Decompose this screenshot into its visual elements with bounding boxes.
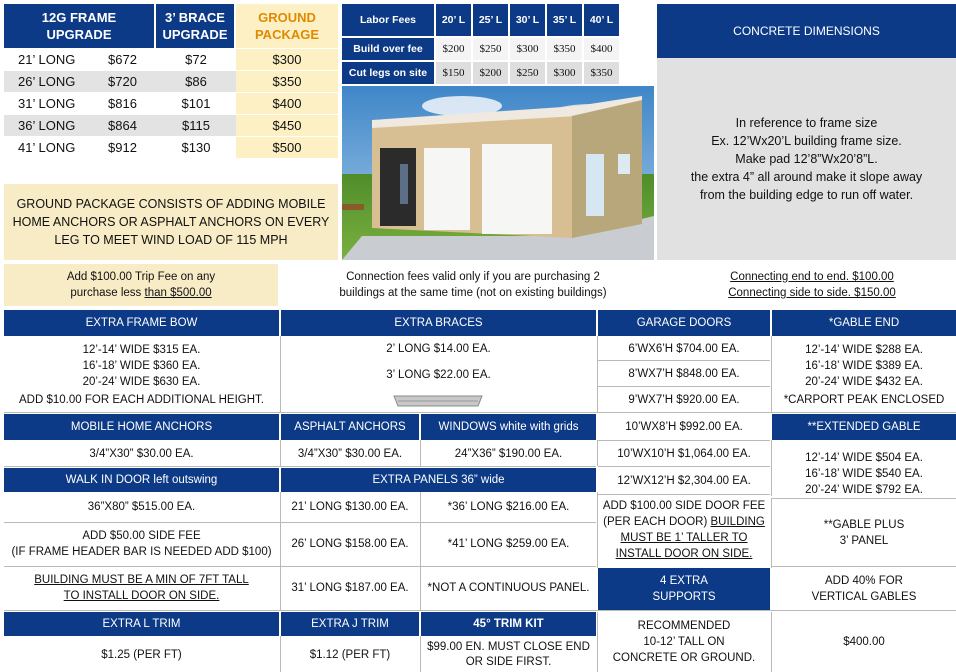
walk-in-door-header: WALK IN DOOR left outswing: [4, 468, 279, 492]
frame-upgrade-price: $720: [108, 74, 137, 89]
labor-fee-value: $200: [473, 62, 508, 84]
walk-in-door-price: 36”X80” $515.00 EA.: [87, 500, 196, 513]
panel-36-price: *36’ LONG $216.00 EA.: [447, 500, 570, 513]
cut-legs-label: Cut legs on site: [342, 62, 434, 84]
grid-line: [598, 412, 770, 413]
ground-package-price: $500: [272, 140, 302, 155]
grid-line: [4, 522, 596, 523]
extra-frame-bow-header: EXTRA FRAME BOW: [4, 310, 279, 336]
trip-fee-note: Add $100.00 Trip Fee on any purchase less than $500.00: [4, 264, 278, 306]
price-row: [4, 93, 338, 114]
mobile-home-anchor-price: 3/4”X30” $30.00 EA.: [89, 447, 194, 460]
connection-fee-note: Connection fees valid only if you are purchasing 2 buildings at the same time (not on existing buildings): [339, 271, 607, 299]
l-trim-price: $1.25 (PER FT): [101, 648, 182, 661]
labor-fees-header: Labor Fees: [342, 4, 434, 36]
mobile-home-anchors-header: MOBILE HOME ANCHORS: [4, 414, 279, 440]
concrete-dimensions-header: CONCRETE DIMENSIONS: [657, 4, 956, 58]
panel-41-price: *41’ LONG $259.00 EA.: [447, 537, 570, 550]
walk-in-requirement: BUILDING MUST BE A MIN OF 7FT TALL TO INSTALL DOOR ON SIDE.: [34, 574, 249, 602]
asphalt-anchor-price: 3/4”X30” $30.00 EA.: [297, 447, 403, 460]
grid-line: [597, 612, 598, 672]
labor-length-header: 20’ L: [436, 4, 471, 36]
labor-length-header: 30’ L: [510, 4, 545, 36]
grid-line: [771, 612, 772, 672]
grid-line: [420, 636, 421, 672]
labor-fee-value: $350: [547, 38, 582, 60]
concrete-dimensions-text: In reference to frame size Ex. 12’Wx20’L building frame size. Make pad 12’8”Wx20’8”L. the extra 4” all around make it slope away from the building edge to run off water.: [657, 58, 956, 260]
grid-line: [772, 566, 956, 567]
brace-2ft-price: 2’ LONG $14.00 EA.: [386, 342, 491, 355]
grid-line: [598, 360, 770, 361]
ground-package-header: GROUND PACKAGE: [236, 4, 338, 48]
labor-fee-value: $250: [473, 38, 508, 60]
grid-line: [4, 610, 956, 611]
length-label: 21’ LONG: [18, 52, 76, 67]
grid-line: [4, 466, 596, 467]
labor-length-header: 25’ L: [473, 4, 508, 36]
labor-fee-value: $150: [436, 62, 471, 84]
labor-fee-value: $350: [584, 62, 619, 84]
brace-upgrade-header: 3’ BRACE UPGRADE: [156, 4, 234, 48]
panel-continuous-note: *NOT A CONTINUOUS PANEL.: [427, 581, 590, 594]
building-photo: [342, 86, 654, 260]
brace-upgrade-price: $101: [181, 96, 211, 111]
windows-header: WINDOWS white with grids: [421, 414, 596, 440]
length-label: 26’ LONG: [18, 74, 76, 89]
extra-supports-header: 4 EXTRA SUPPORTS: [598, 568, 770, 610]
garage-door-price: 6’WX6’H $704.00 EA.: [628, 342, 740, 355]
gable-end-header: *GABLE END: [772, 310, 956, 336]
grid-line: [597, 336, 598, 412]
trim-kit-price: $99.00 EN. MUST CLOSE END OR SIDE FIRST.: [427, 641, 590, 668]
brace-upgrade-price: $86: [185, 74, 207, 89]
length-label: 31’ LONG: [18, 96, 76, 111]
grid-line: [280, 440, 281, 466]
grid-line: [280, 492, 281, 610]
supports-recommendation: RECOMMENDED 10-12’ TALL ON CONCRETE OR GROUND.: [612, 620, 756, 664]
frame-upgrade-price: $672: [108, 52, 137, 67]
grid-line: [597, 492, 598, 568]
extra-panels-header: EXTRA PANELS 36” wide: [281, 468, 596, 492]
window-price: 24”X36” $190.00 EA.: [454, 447, 563, 460]
price-row: [4, 115, 338, 136]
gable-plus-note: **GABLE PLUS 3’ PANEL: [823, 519, 905, 547]
price-row: [4, 49, 338, 70]
extended-gable-prices: 12’-14’ WIDE $504 EA. 16’-18’ WIDE $540 EA. 20’-24’ WIDE $792 EA.: [805, 452, 923, 496]
labor-fee-value: $200: [436, 38, 471, 60]
connection-prices: Connecting end to end. $100.00 Connecting side to side. $150.00: [728, 271, 896, 299]
frame-bow-prices: 12’-14’ WIDE $315 EA. 16’-18’ WIDE $360 EA. 20’-24’ WIDE $630 EA. ADD $10.00 FOR EACH ADDITIONAL HEIGHT.: [19, 344, 264, 406]
brace-image: [392, 394, 484, 408]
grid-line: [598, 466, 770, 467]
brace-upgrade-price: $72: [185, 52, 207, 67]
frame-upgrade-header: 12G FRAME UPGRADE: [4, 4, 154, 48]
price-row: [4, 137, 338, 158]
frame-upgrade-price: $816: [108, 96, 137, 111]
extended-gable-header: **EXTENDED GABLE: [772, 414, 956, 440]
length-label: 36’ LONG: [18, 118, 76, 133]
panel-21-price: 21’ LONG $130.00 EA.: [291, 500, 409, 513]
panel-26-price: 26’ LONG $158.00 EA.: [291, 537, 409, 550]
grid-line: [772, 498, 956, 499]
ground-package-price: $300: [272, 52, 302, 67]
ground-package-note: GROUND PACKAGE CONSISTS OF ADDING MOBILE HOME ANCHORS OR ASPHALT ANCHORS ON EVERY LEG TO MEET WIND LOAD OF 115 MPH: [4, 184, 338, 260]
grid-line: [771, 336, 772, 412]
trim-kit-header: 45° TRIM KIT: [421, 612, 596, 636]
extra-l-trim-header: EXTRA L TRIM: [4, 612, 279, 636]
grid-line: [598, 494, 770, 495]
frame-upgrade-price: $864: [108, 118, 137, 133]
extra-braces-header: EXTRA BRACES: [281, 310, 596, 336]
brace-3ft-price: 3’ LONG $22.00 EA.: [386, 368, 491, 381]
garage-door-price: 8’WX7’H $848.00 EA.: [628, 367, 740, 380]
side-door-fee-note: ADD $100.00 SIDE DOOR FEE (PER EACH DOOR) BUILDING MUST BE 1’ TALLER TO INSTALL DOOR ON SIDE.: [602, 500, 766, 560]
grid-line: [598, 386, 770, 387]
build-over-fee-label: Build over fee: [342, 38, 434, 60]
grid-line: [597, 440, 598, 466]
grid-line: [771, 498, 772, 568]
brace-upgrade-price: $130: [181, 140, 211, 155]
garage-doors-header: GARAGE DOORS: [598, 310, 770, 336]
grid-line: [420, 440, 421, 466]
grid-line: [420, 492, 421, 610]
ground-package-price: $350: [272, 74, 302, 89]
extra-j-trim-header: EXTRA J TRIM: [281, 612, 419, 636]
ground-package-price: $450: [272, 118, 302, 133]
gable-end-prices: 12’-14’ WIDE $288 EA. 16’-18’ WIDE $389 EA. 20’-24’ WIDE $432 EA. *CARPORT PEAK ENCLOSED: [783, 344, 945, 406]
garage-door-price: 10’WX10’H $1,064.00 EA.: [617, 447, 751, 460]
labor-length-header: 40’ L: [584, 4, 619, 36]
grid-line: [598, 440, 770, 441]
walk-in-side-fee: ADD $50.00 SIDE FEE (IF FRAME HEADER BAR IS NEEDED ADD $100): [11, 530, 272, 558]
labor-fee-value: $400: [584, 38, 619, 60]
supports-price: $400.00: [843, 635, 885, 648]
ground-package-price: $400: [272, 96, 302, 111]
garage-door-price: 10’WX8’H $992.00 EA.: [625, 420, 743, 433]
grid-line: [4, 566, 596, 567]
labor-fee-value: $300: [510, 38, 545, 60]
garage-door-price: 12’WX12’H $2,304.00 EA.: [617, 474, 751, 487]
grid-line: [280, 636, 281, 672]
length-label: 41’ LONG: [18, 140, 76, 155]
price-row: [4, 71, 338, 92]
garage-door-price: 9’WX7’H $920.00 EA.: [628, 393, 740, 406]
grid-line: [771, 440, 772, 496]
grid-line: [4, 412, 956, 413]
panel-31-price: 31’ LONG $187.00 EA.: [291, 581, 409, 594]
labor-fee-value: $250: [510, 62, 545, 84]
vertical-gable-note: ADD 40% FOR VERTICAL GABLES: [811, 575, 917, 603]
frame-upgrade-price: $912: [108, 140, 137, 155]
j-trim-price: $1.12 (PER FT): [309, 648, 391, 661]
asphalt-anchors-header: ASPHALT ANCHORS: [281, 414, 419, 440]
labor-fee-value: $300: [547, 62, 582, 84]
grid-line: [280, 336, 281, 412]
labor-length-header: 35’ L: [547, 4, 582, 36]
brace-upgrade-price: $115: [182, 118, 210, 133]
